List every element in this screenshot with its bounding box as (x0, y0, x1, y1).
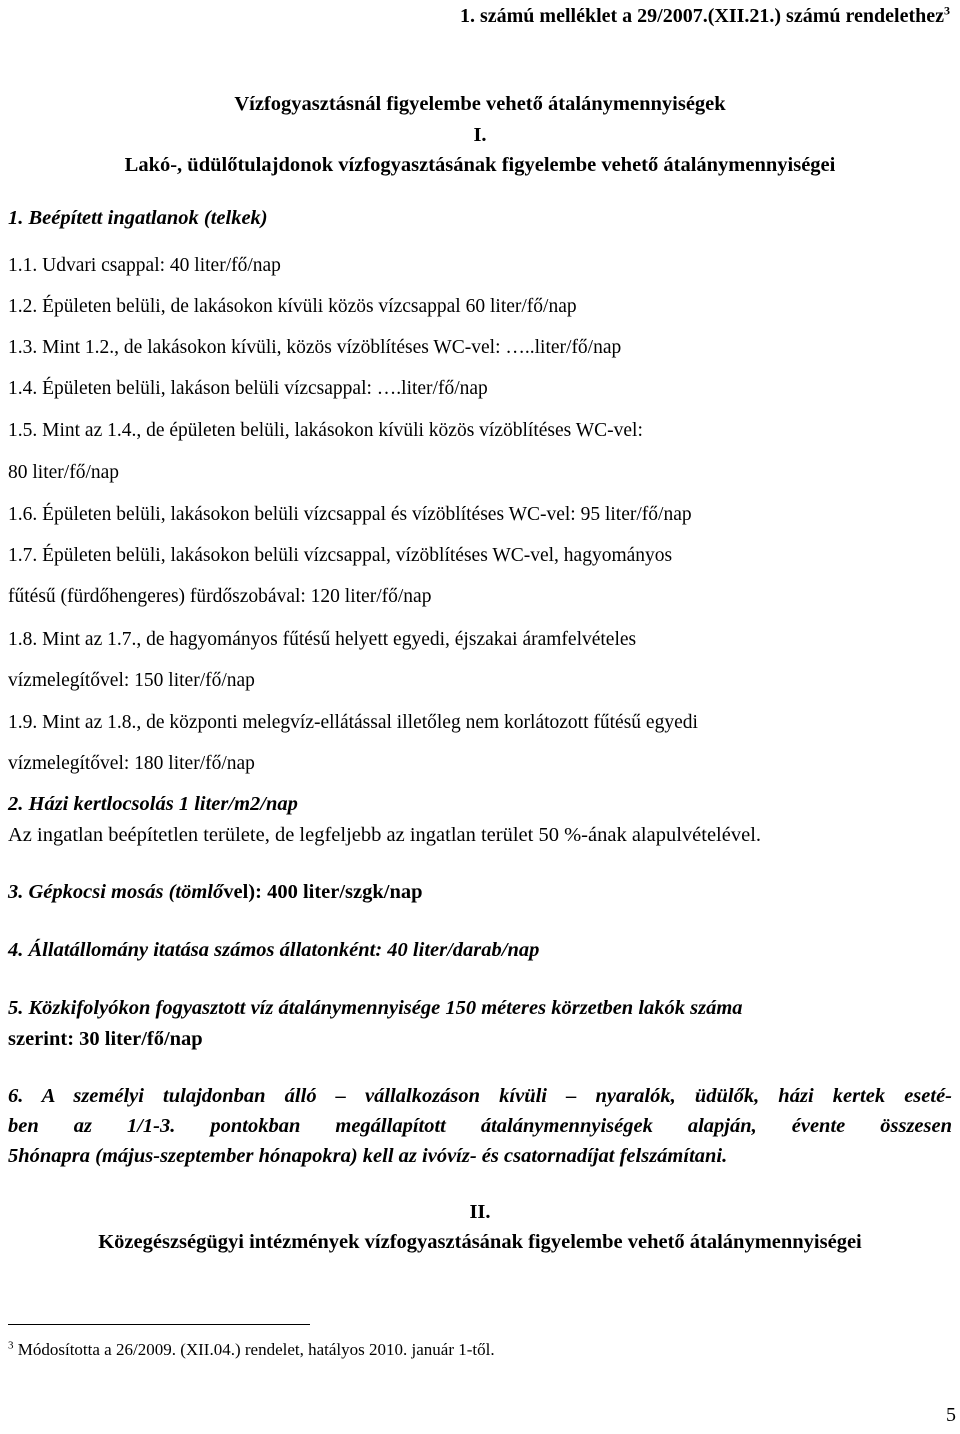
footnote-divider (8, 1324, 310, 1325)
footnote-mark: 3 (8, 1339, 14, 1352)
footnote-text: Módosította a 26/2009. (XII.04.) rendelet, hatályos 2010. január 1-től. (17, 1340, 495, 1359)
section1-title: Lakó-, üdülőtulajdonok vízfogyasztásának figyelembe vehető átalánymennyiségei (124, 154, 836, 176)
section2-title: Közegészségügyi intézmények vízfogyasztásának figyelembe vehető átalánymennyiségei (98, 1231, 862, 1253)
s3-heading-prefix: 3. Gépkocsi mosás (tömlő (8, 881, 224, 903)
main-title: Vízfogyasztásnál figyelembe vehető átalánymennyiségek (234, 93, 726, 115)
item-1-9-a: 1.9. Mint az 1.8., de központi melegvíz-ellátással illetőleg nem korlátozott fűtésű egyedi (8, 712, 698, 733)
annex-title (460, 5, 950, 28)
s6-line-c: 5hónapra (május-szeptember hónapokra) kell az ivóvíz- és csatornadíjat felszámítani. (8, 1145, 728, 1167)
item-1-7-a: 1.7. Épületen belüli, lakásokon belüli vízcsappal, vízöblítéses WC-vel, hagyományos (8, 545, 673, 566)
page-number: 5 (946, 1404, 956, 1426)
s6-line-b: ben az 1/1-3. pontokban megállapított átalánymennyiségek alapján, évente összesen (8, 1115, 952, 1137)
s6-line-a: 6. A személyi tulajdonban álló – vállalkozáson kívüli – nyaralók, üdülők, házi kertek eseté- (8, 1085, 952, 1107)
annex-title-text: 1. számú melléklet a 29/2007.(XII.21.) számú rendelethez (459, 5, 944, 27)
item-1-5-a: 1.5. Mint az 1.4., de épületen belüli, lakásokon kívüli közös vízöblítéses WC-vel: (8, 420, 643, 441)
s1-heading: 1. Beépített ingatlanok (telkek) (8, 207, 268, 229)
section1-numeral: I. (473, 124, 487, 146)
item-1-9-b: vízmelegítővel: 180 liter/fő/nap (8, 753, 255, 774)
footnote-ref: 3 (944, 3, 950, 18)
item-1-8-b: vízmelegítővel: 150 liter/fő/nap (8, 670, 255, 691)
section2-numeral: II. (469, 1201, 491, 1223)
item-1-5-b: 80 liter/fő/nap (8, 462, 120, 483)
s5-line-b: szerint: 30 liter/fő/nap (8, 1028, 203, 1050)
item-1-2: 1.2. Épületen belüli, de lakásokon kívüli közös vízcsappal 60 liter/fő/nap (8, 296, 577, 317)
s3-heading-suffix: vel): 400 liter/szgk/nap (223, 881, 423, 903)
item-1-4: 1.4. Épületen belüli, lakáson belüli vízcsappal: ….liter/fő/nap (8, 378, 488, 399)
item-1-7-b: fűtésű (fürdőhengeres) fürdőszobával: 120 liter/fő/nap (8, 586, 432, 607)
item-1-3: 1.3. Mint 1.2., de lakásokon kívüli, közös vízöblítéses WC-vel: …..liter/fő/nap (8, 337, 622, 358)
s2-text: Az ingatlan beépítetlen területe, de legfeljebb az ingatlan terület 50 %-ának alapulvételével. (8, 824, 762, 846)
s5-line-a: 5. Közkifolyókon fogyasztott víz átalánymennyisége 150 méteres körzetben lakók száma (8, 997, 743, 1019)
footnote (8, 1340, 495, 1360)
s4-heading: 4. Állatállomány itatása számos állatonként: 40 liter/darab/nap (8, 939, 540, 961)
item-1-6: 1.6. Épületen belüli, lakásokon belüli vízcsappal és vízöblítéses WC-vel: 95 liter/fő/nap (8, 504, 692, 525)
item-1-8-a: 1.8. Mint az 1.7., de hagyományos fűtésű helyett egyedi, éjszakai áramfelvételes (8, 629, 637, 650)
s2-heading: 2. Házi kertlocsolás 1 liter/m2/nap (8, 793, 298, 815)
s3-heading (8, 881, 423, 904)
item-1-1: 1.1. Udvari csappal: 40 liter/fő/nap (8, 255, 281, 276)
